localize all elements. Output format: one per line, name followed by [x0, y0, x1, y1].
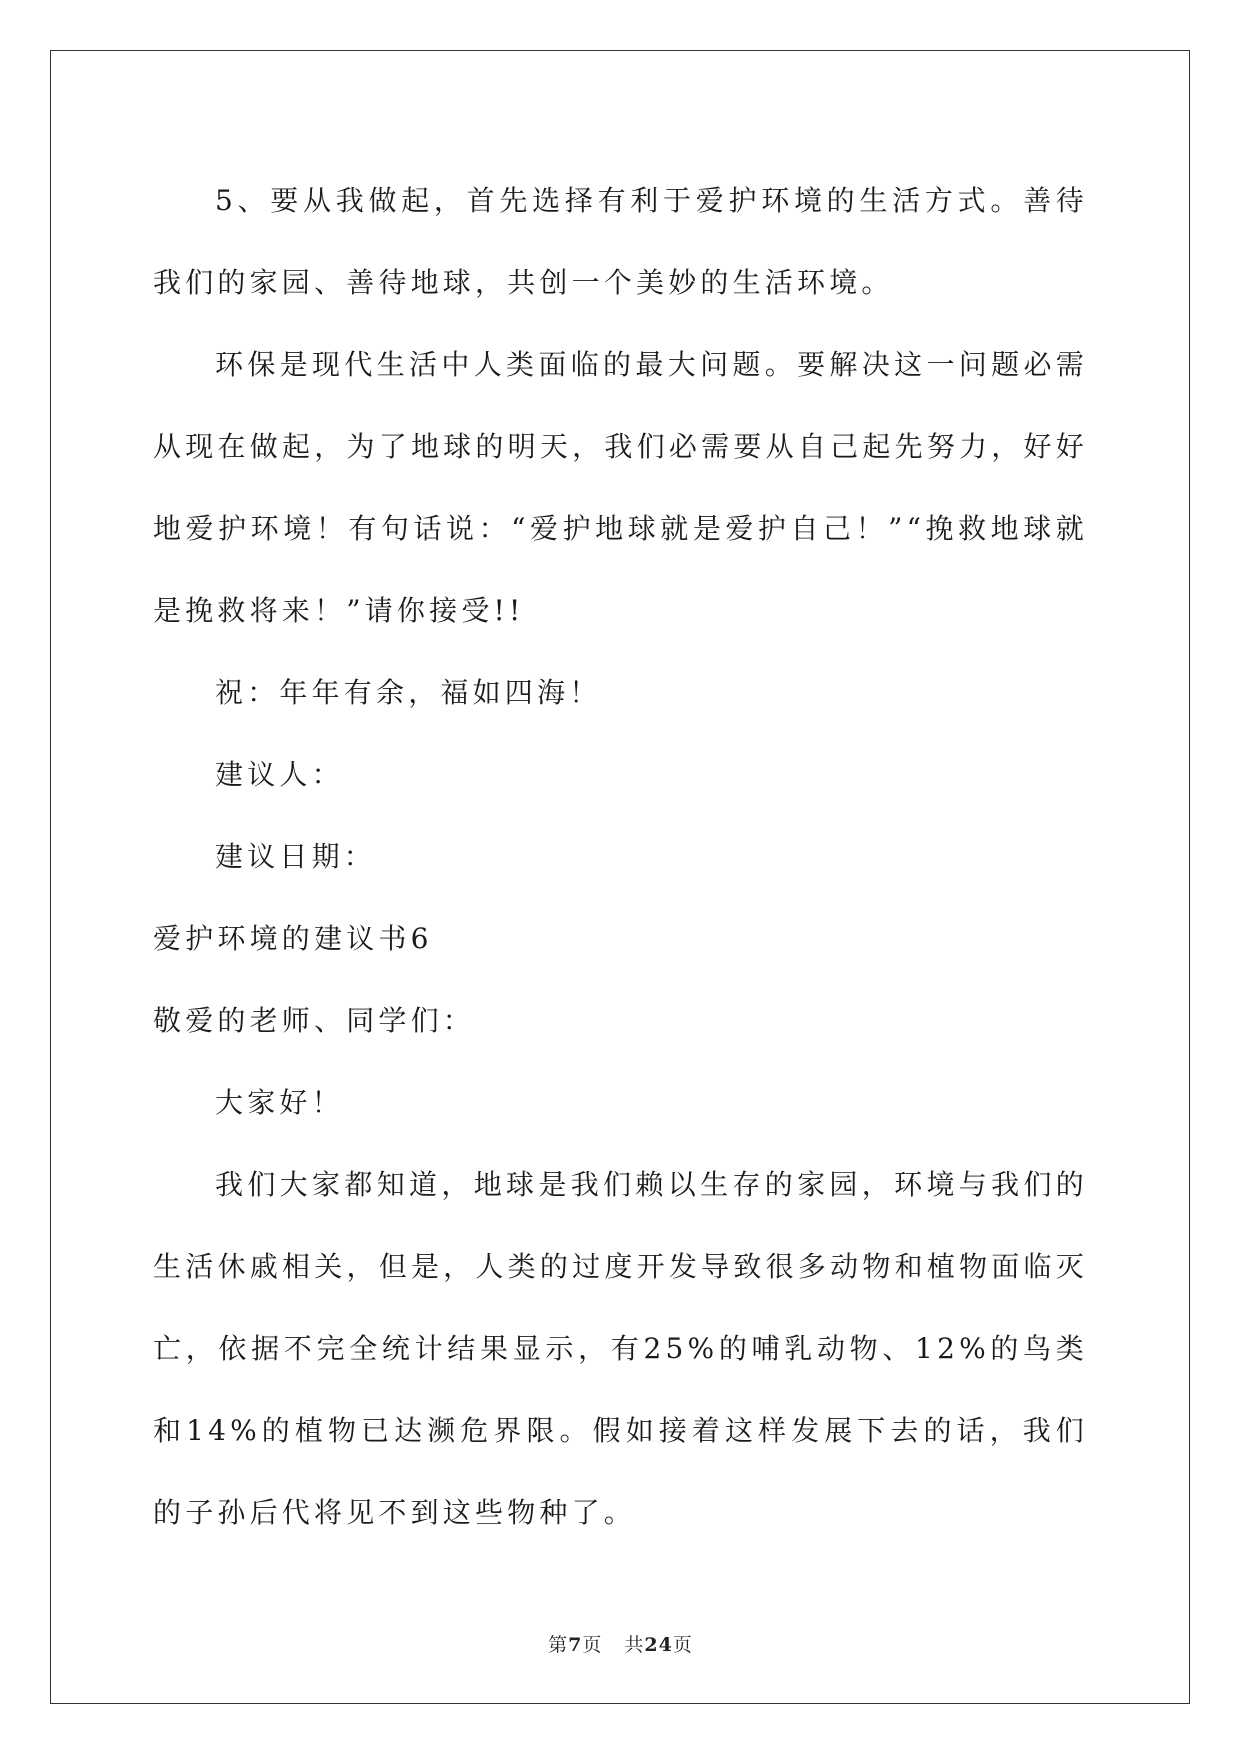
paragraph-earth-home: 我们大家都知道，地球是我们赖以生存的家园，环境与我们的生活休戚相关，但是，人类的过度开发导致很多动物和植物面临灭亡，依据不完全统计结果显示，有25%的哺乳动物、12%的鸟类和14%的植物已达濒危界限。假如接着这样发展下去的话，我们的子孙后代将见不到这些物种了。: [153, 1168, 1088, 1529]
total-pages: 24: [644, 1634, 673, 1656]
page-suffix: 页: [582, 1634, 603, 1656]
page-prefix: 第: [548, 1634, 569, 1656]
greeting: 大家好！: [215, 1086, 344, 1119]
section-title: 爱护环境的建议书6: [153, 922, 433, 955]
page-number: 7: [568, 1634, 583, 1656]
paragraph-proposal-date: 建议日期：: [215, 840, 377, 873]
document-body: [153, 160, 1088, 1554]
paragraph-suggestion-5: 5、要从我做起，首先选择有利于爱护环境的生活方式。善待我们的家园、善待地球，共创一个美妙的生活环境。: [153, 184, 1088, 299]
salutation: 敬爱的老师、同学们：: [153, 1004, 476, 1037]
paragraph-proposer: 建议人：: [215, 758, 344, 791]
paragraph-wishes: 祝：年年有余，福如四海！: [215, 676, 602, 709]
total-prefix: 共: [624, 1634, 645, 1656]
page-footer: [0, 1630, 1241, 1657]
total-suffix: 页: [672, 1634, 693, 1656]
paragraph-environmental-protection: 环保是现代生活中人类面临的最大问题。要解决这一问题必需从现在做起，为了地球的明天，我们必需要从自己起先努力，好好地爱护环境！有句话说：“爱护地球就是爱护自己！”“挽救地球就是挽救将来！”请你接受!!: [153, 348, 1088, 627]
